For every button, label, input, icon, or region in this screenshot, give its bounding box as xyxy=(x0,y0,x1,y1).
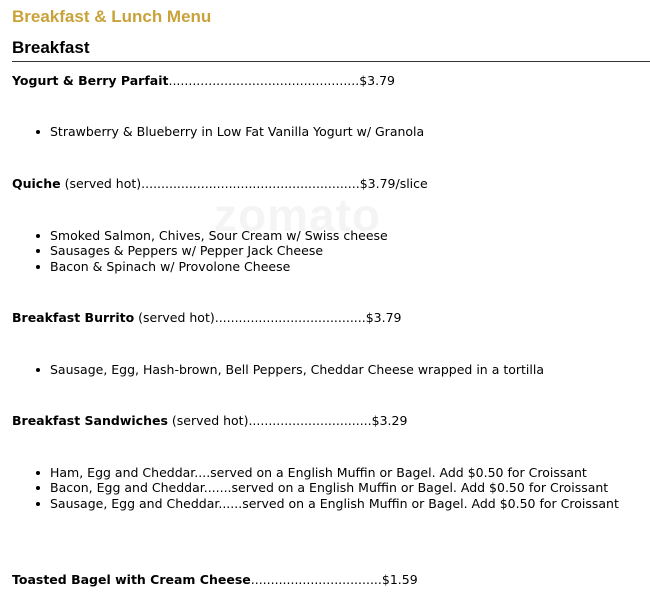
menu-item-price: $3.29 xyxy=(371,413,408,428)
list-item: Strawberry & Blueberry in Low Fat Vanilla Yogurt w/ Granola xyxy=(36,124,424,139)
menu-item-note: (served hot) xyxy=(64,176,142,191)
menu-item-name: Yogurt & Berry Parfait xyxy=(12,73,169,88)
menu-item-leader: ...................................... xyxy=(214,310,366,325)
menu-item-parfait xyxy=(12,73,395,89)
list-item: Sausage, Egg, Hash-brown, Bell Peppers, Cheddar Cheese wrapped in a tortilla xyxy=(36,362,544,377)
menu-item-burrito-details xyxy=(36,362,544,377)
menu-item-note: (served hot) xyxy=(138,310,215,325)
list-item: Sausage, Egg and Cheddar......served on a English Muffin or Bagel. Add $0.50 for Croissant xyxy=(36,496,619,511)
section-divider xyxy=(12,61,650,62)
list-item: Bacon, Egg and Cheddar.......served on a English Muffin or Bagel. Add $0.50 for Croissant xyxy=(36,480,619,495)
menu-item-name: Quiche xyxy=(12,176,61,191)
list-item: Sausages & Peppers w/ Pepper Jack Cheese xyxy=(36,243,388,258)
list-item: Bacon & Spinach w/ Provolone Cheese xyxy=(36,259,388,274)
list-item: Smoked Salmon, Chives, Sour Cream w/ Swiss cheese xyxy=(36,228,388,243)
menu-item-parfait-details xyxy=(36,124,424,139)
menu-item-leader: ....................................................... xyxy=(141,176,360,191)
list-item: Ham, Egg and Cheddar....served on a English Muffin or Bagel. Add $0.50 for Croissant xyxy=(36,465,619,480)
menu-item-quiche xyxy=(12,176,428,192)
menu-item-burrito xyxy=(12,310,402,326)
menu-item-name: Breakfast Burrito xyxy=(12,310,135,325)
menu-item-sandwiches-details xyxy=(36,465,619,511)
menu-item-leader: ................................. xyxy=(250,572,382,587)
menu-item-note: (served hot) xyxy=(171,413,249,428)
menu-item-price: $3.79 xyxy=(359,73,396,88)
menu-item-price: $3.79/slice xyxy=(359,176,428,191)
menu-title: Breakfast & Lunch Menu xyxy=(12,7,212,26)
menu-item-price: $1.59 xyxy=(381,572,418,587)
section-heading-breakfast: Breakfast xyxy=(12,38,90,57)
menu-item-name: Toasted Bagel with Cream Cheese xyxy=(12,572,251,587)
menu-item-name: Breakfast Sandwiches xyxy=(12,413,168,428)
menu-item-leader: ............................... xyxy=(248,413,372,428)
menu-item-leader: ................................................ xyxy=(168,73,360,88)
menu-item-bagel xyxy=(12,572,418,588)
menu-item-sandwiches xyxy=(12,413,407,429)
menu-item-price: $3.79 xyxy=(365,310,402,325)
menu-item-quiche-details xyxy=(36,228,388,274)
